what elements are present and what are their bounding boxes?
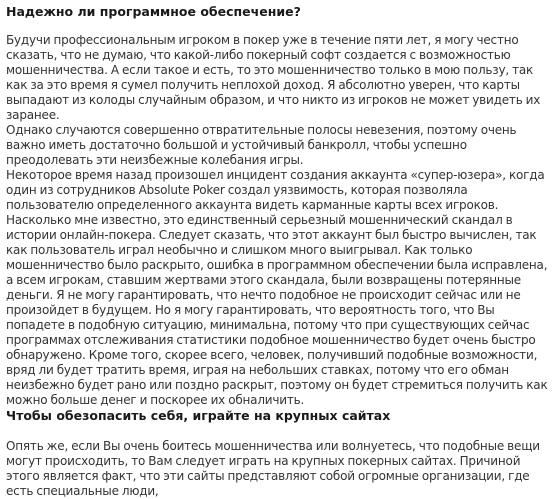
section-heading-big-sites: Чтобы обезопасить себя, играйте на крупных сайтах bbox=[6, 408, 391, 423]
paragraph-bankroll: Однако случаются совершенно отвратительные полосы невезения, поэтому очень важно иметь достаточно большой и устойчивый банкролл, чтобы успешно преодолевать эти неизбежные колебания игры. bbox=[6, 123, 517, 167]
paragraph-superuser-incident: Некоторое время назад произошел инцидент создания аккаунта «супер-юзера», когда один из сотрудников Absolute Poker создал уязвимость, которая позволяла пользователю определенного аккаунта видеть карманные карты всех игроков. Насколько мне известно, это единственный серьезный мошеннический скандал в истории онлайн-покера. Следует сказать, что этот аккаунт был быстро вычислен, так как пользователь играл необычно и слишком много выигрывал. Как только мошенничество было раскрыто, ошибка в программном обеспечении была исправлена, а всем игрокам, ставшим жертвами этого скандала, были возвращены потерянные деньги. Я не могу гарантировать, что нечто подобное не происходит сейчас или не произойдет в будущем. Но я могу гарантировать, что вероятность того, что Вы попадете в подобную ситуацию, минимальна, потому что при существующих сейчас программах отслеживания статистики подобное мошенничество будет очень быстро обнаружено. Кроме того, скорее всего, человек, получивший подобные возможности, вряд ли будет тратить время, играя на небольших ставках, потому что его обман неизбежно будет рано или поздно раскрыт, поэтому он будет стремиться получить как можно больше денег и поскорее их обналичить. bbox=[6, 168, 548, 407]
paragraph-big-sites: Опять же, если Вы очень боитесь мошенничества или волнуетесь, что подобные вещи могут происходить, то Вам следует играть на крупных покерных сайтах. Причиной этого является факт, что эти сайты представляют собой огромные организации, где есть специальные люди, bbox=[6, 439, 540, 498]
paragraph-software-fairness: Будучи профессиональным игроком в покер уже в течение пяти лет, я могу честно сказать, что не думаю, что какой-либо покерный софт создается с возможностью мошенничества. А если такое и есть, то это мошенничество только в мою пользу, так как за это время я сумел получить неплохой доход. Я абсолютно уверен, что карты выпадают из колоды случайным образом, и что никто из игроков не может увидеть их заранее. bbox=[6, 33, 541, 122]
article-heading: Надежно ли программное обеспечение? bbox=[6, 4, 301, 19]
